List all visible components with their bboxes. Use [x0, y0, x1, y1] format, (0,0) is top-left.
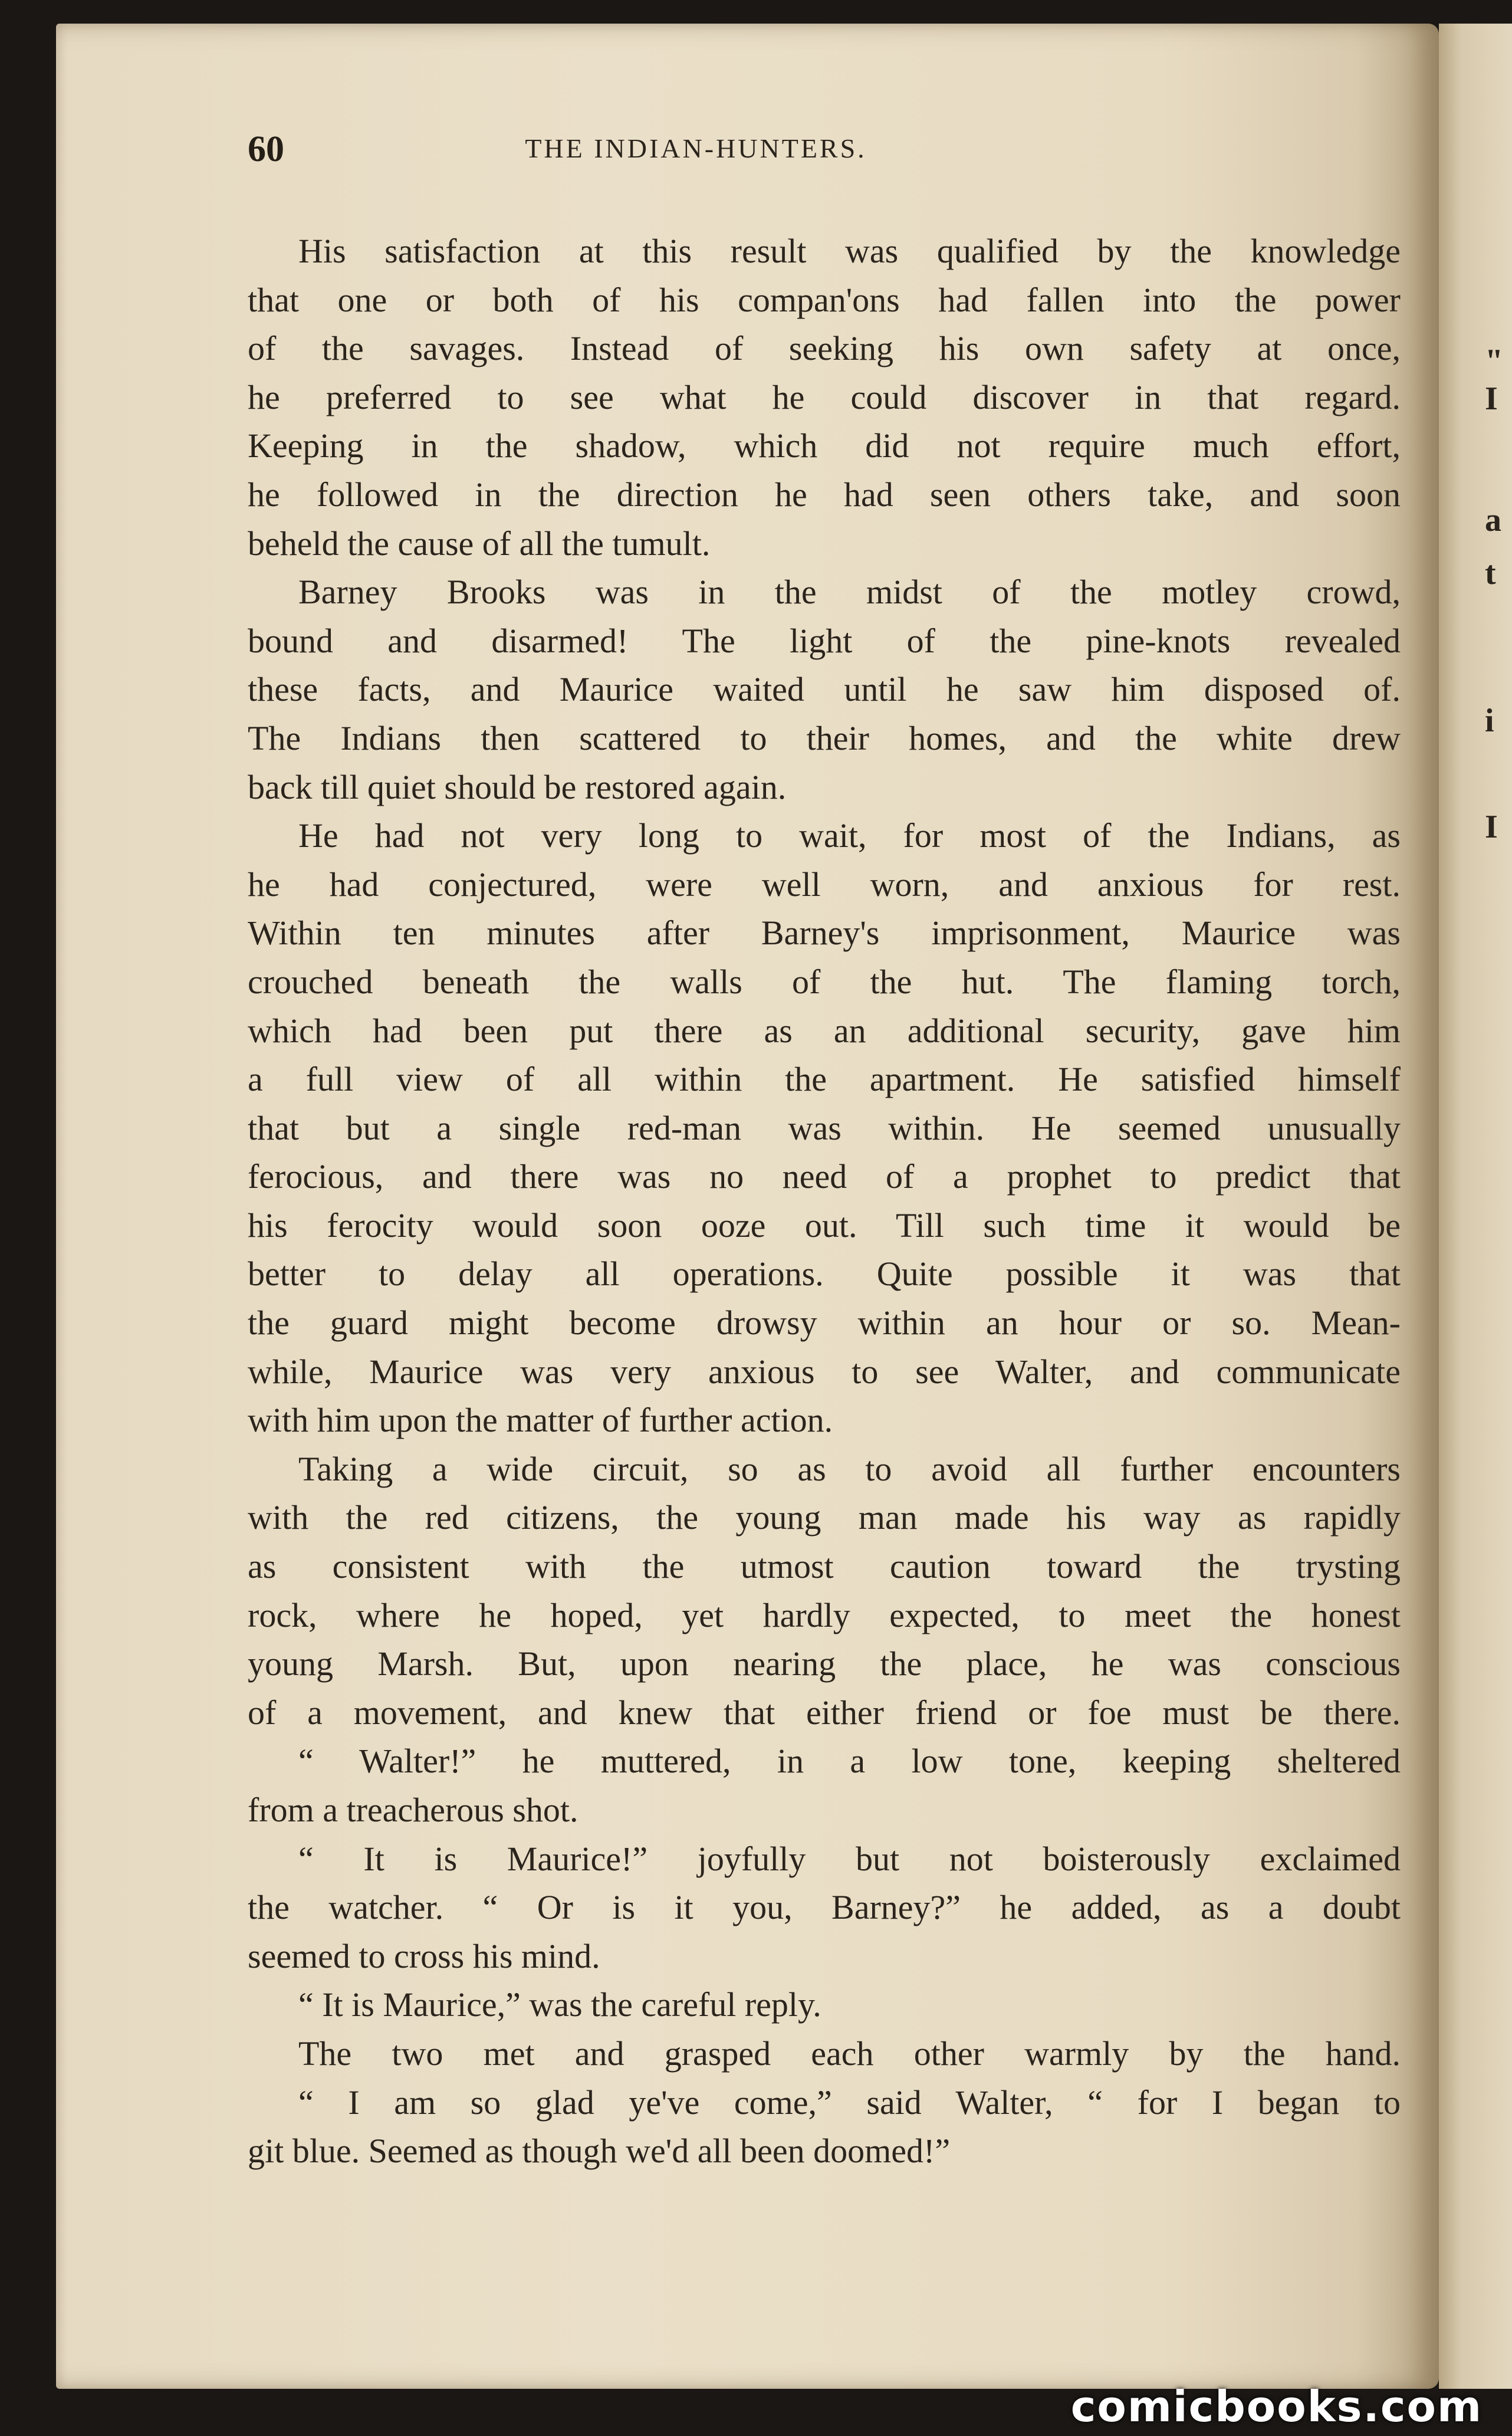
text-line: He had not very long to wait, for most of the Indians, as: [298, 816, 1401, 855]
text-line: which had been put there as an additional security, gave him: [248, 1011, 1401, 1050]
text-line: Barney Brooks was in the midst of the motley crowd,: [298, 573, 1401, 612]
text-line: rock, where he hoped, yet hardly expected, to meet the honest: [248, 1595, 1401, 1634]
text-line: Keeping in the shadow, which did not require much effort,: [248, 426, 1401, 465]
text-line: his ferocity would soon ooze out. Till such time it would be: [248, 1206, 1401, 1245]
text-line: back till quiet should be restored again.: [248, 767, 787, 806]
text-line: he preferred to see what he could discover in that regard.: [248, 377, 1401, 416]
text-line: from a treacherous shot.: [248, 1791, 578, 1829]
text-line: bound and disarmed! The light of the pine-knots revealed: [248, 621, 1401, 660]
text-line: Within ten minutes after Barney's imprisonment, Maurice was: [248, 914, 1401, 953]
text-line: of a movement, and knew that either friend or foe must be there.: [248, 1693, 1401, 1732]
text-line: better to delay all operations. Quite possible it was that: [248, 1255, 1401, 1293]
text-line: that one or both of his compan'ons had fallen into the power: [248, 280, 1401, 319]
text-line: a full view of all within the apartment. He satisfied himself: [248, 1060, 1401, 1099]
text-line: git blue. Seemed as though we'd all been doomed!”: [248, 2132, 951, 2171]
text-line: these facts, and Maurice waited until he saw him disposed of.: [248, 670, 1401, 709]
text-line: he followed in the direction he had seen others take, and soon: [248, 475, 1401, 514]
text-line: as consistent with the utmost caution toward the trysting: [248, 1547, 1401, 1586]
text-line: The Indians then scattered to their homes, and the white drew: [248, 718, 1401, 757]
text-line: the guard might become drowsy within an hour or so. Mean-: [248, 1304, 1401, 1342]
facing-page-edge: " I a t i I: [1439, 24, 1512, 2389]
text-line: he had conjectured, were well worn, and anxious for rest.: [248, 865, 1401, 904]
text-line: while, Maurice was very anxious to see Walter, and communicate: [248, 1352, 1401, 1391]
text-line: “ It is Maurice,” was the careful reply.: [298, 1985, 821, 2024]
text-line: the watcher. “ Or is it you, Barney?” he added, as a doubt: [248, 1888, 1401, 1927]
page-number: 60: [248, 129, 284, 169]
text-line: “ It is Maurice!” joyfully but not boisterously exclaimed: [298, 1839, 1401, 1878]
text-line: with him upon the matter of further action.: [248, 1401, 833, 1440]
text-line: with the red citizens, the young man made his way as rapidly: [248, 1498, 1401, 1537]
text-line: that but a single red-man was within. He seemed unusually: [248, 1108, 1401, 1147]
text-line: of the savages. Instead of seeking his own safety at once,: [248, 329, 1401, 368]
text-line: young Marsh. But, upon nearing the place, he was conscious: [248, 1644, 1401, 1683]
text-line: ferocious, and there was no need of a prophet to predict that: [248, 1157, 1401, 1196]
text-line: His satisfaction at this result was qualified by the knowledge: [298, 232, 1401, 270]
text-line: crouched beneath the walls of the hut. The flaming torch,: [248, 962, 1401, 1001]
body-text: [248, 227, 1401, 2176]
text-line: The two met and grasped each other warmly by the hand.: [298, 2034, 1401, 2073]
text-line: seemed to cross his mind.: [248, 1936, 600, 1975]
watermark-logo: comicbooks.com: [1070, 2382, 1483, 2431]
text-line: Taking a wide circuit, so as to avoid all further encounters: [298, 1449, 1401, 1488]
text-line: “ Walter!” he muttered, in a low tone, keeping sheltered: [298, 1742, 1401, 1781]
running-head: THE INDIAN-HUNTERS.: [525, 133, 867, 163]
text-line: “ I am so glad ye've come,” said Walter, “ for I began to: [298, 2083, 1401, 2122]
text-line: beheld the cause of all the tumult.: [248, 524, 711, 563]
